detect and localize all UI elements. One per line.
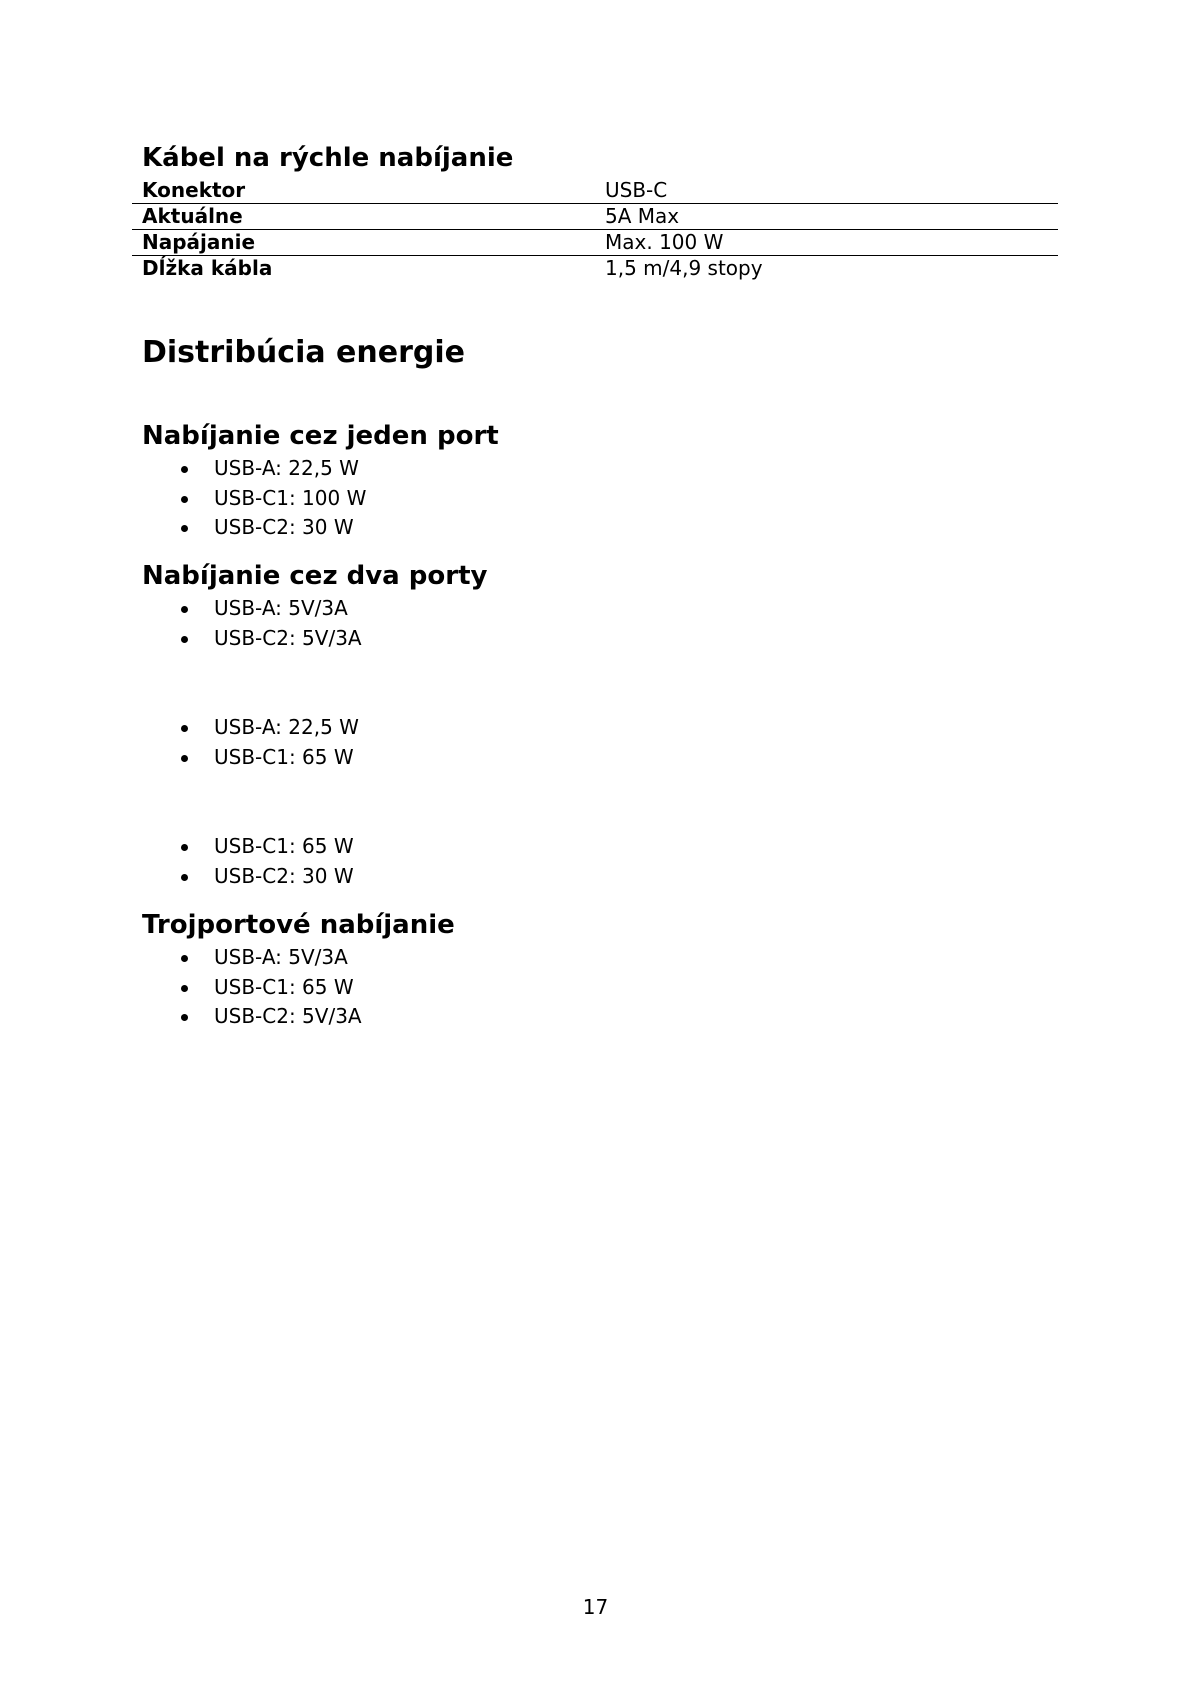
dual-port-list-1 <box>0 594 362 653</box>
spec-label: Aktuálne <box>132 204 595 230</box>
list-item: USB-A: 5V/3A <box>0 943 362 973</box>
list-item: USB-C1: 65 W <box>0 832 354 862</box>
bullet-icon <box>181 874 188 881</box>
bullet-icon <box>181 725 188 732</box>
list-item: USB-A: 5V/3A <box>0 594 362 624</box>
triple-port-list <box>0 943 362 1032</box>
bullet-icon <box>181 606 188 613</box>
list-item: USB-C2: 5V/3A <box>0 1002 362 1032</box>
dual-port-list-3 <box>0 832 354 891</box>
triple-port-heading: Trojportové nabíjanie <box>142 910 455 940</box>
table-row <box>132 256 1058 282</box>
dual-port-heading: Nabíjanie cez dva porty <box>142 561 488 591</box>
bullet-icon <box>181 844 188 851</box>
bullet-icon <box>181 755 188 762</box>
bullet-icon <box>181 636 188 643</box>
single-port-heading: Nabíjanie cez jeden port <box>142 421 499 451</box>
list-item: USB-A: 22,5 W <box>0 454 366 484</box>
single-port-list <box>0 454 366 543</box>
spec-label: Dĺžka kábla <box>132 256 595 282</box>
cable-spec-table <box>132 178 1058 281</box>
bullet-icon <box>181 466 188 473</box>
table-row <box>132 204 1058 230</box>
bullet-icon <box>181 496 188 503</box>
list-item: USB-C1: 100 W <box>0 484 366 514</box>
list-item: USB-C1: 65 W <box>0 973 362 1003</box>
list-item: USB-C2: 5V/3A <box>0 624 362 654</box>
bullet-icon <box>181 955 188 962</box>
table-row <box>132 178 1058 204</box>
table-row <box>132 230 1058 256</box>
dual-port-list-2 <box>0 713 359 772</box>
spec-value: 1,5 m/4,9 stopy <box>595 256 1058 282</box>
list-item: USB-C1: 65 W <box>0 743 359 773</box>
bullet-icon <box>181 525 188 532</box>
spec-value: USB-C <box>605 178 668 202</box>
distribution-heading: Distribúcia energie <box>142 335 465 370</box>
bullet-icon <box>181 1014 188 1021</box>
list-item: USB-C2: 30 W <box>0 513 366 543</box>
spec-label: Napájanie <box>132 230 595 256</box>
page-number: 17 <box>582 1595 609 1619</box>
list-item: USB-A: 22,5 W <box>0 713 359 743</box>
spec-value: 5A Max <box>595 204 1058 230</box>
spec-label: Konektor <box>142 178 246 202</box>
bullet-icon <box>181 985 188 992</box>
list-item: USB-C2: 30 W <box>0 862 354 892</box>
spec-value: Max. 100 W <box>595 230 1058 256</box>
cable-heading: Kábel na rýchle nabíjanie <box>142 143 514 173</box>
